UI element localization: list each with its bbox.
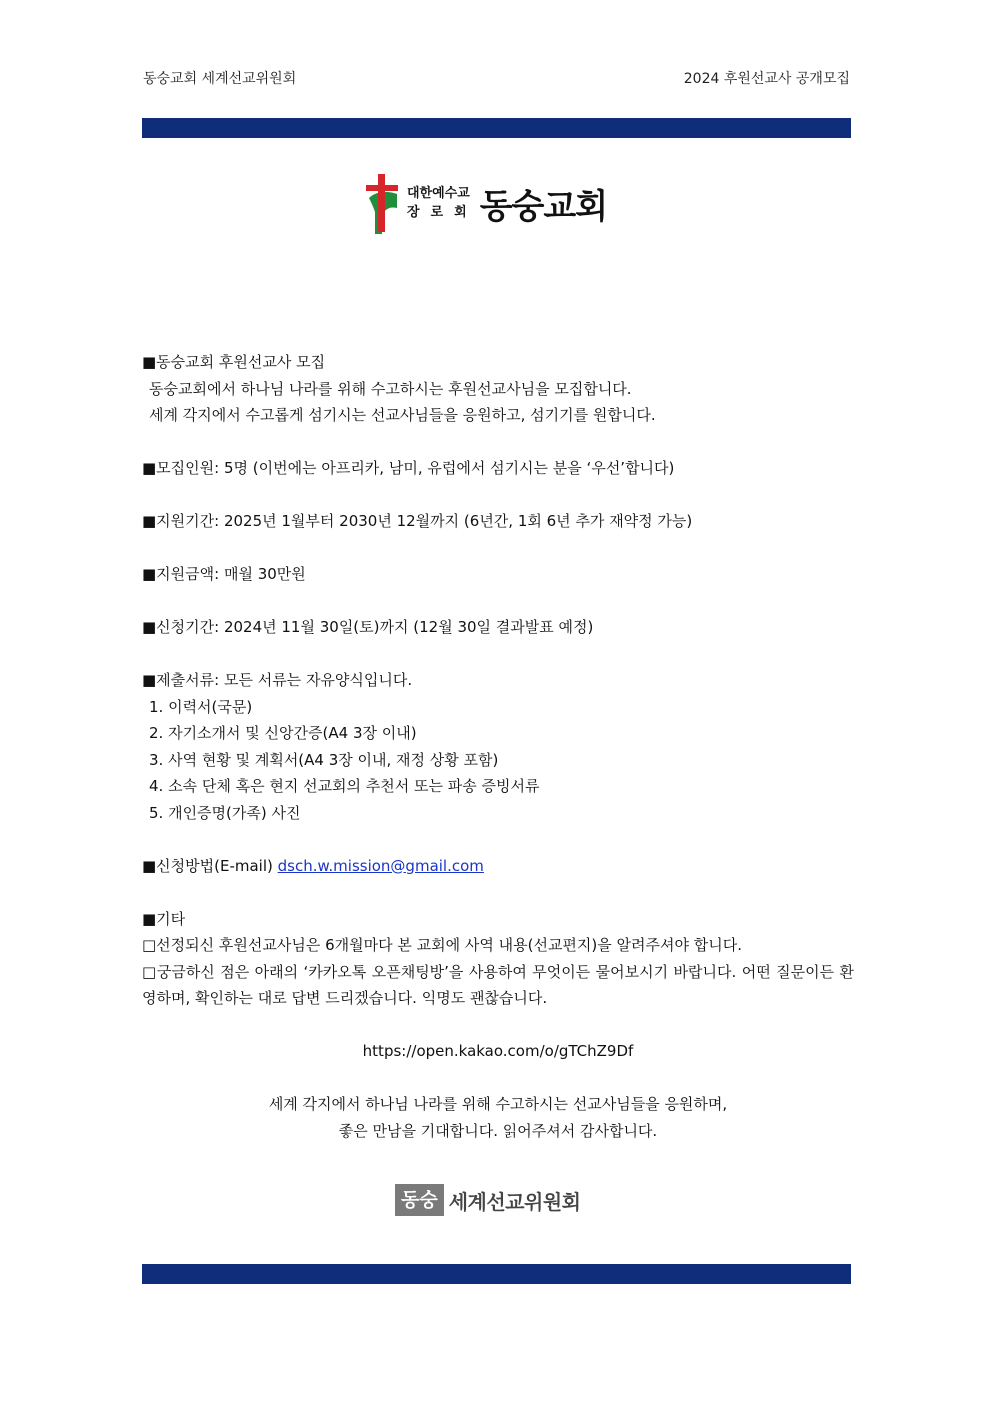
- denomination-line-1: 대한예수교: [407, 186, 470, 201]
- document-item: 4. 소속 단체 혹은 현지 선교회의 추천서 또는 파송 증빙서류: [149, 777, 540, 795]
- kakao-url[interactable]: https://open.kakao.com/o/gTChZ9Df: [362, 1042, 634, 1060]
- support-amount: ■지원금액: 매월 30만원: [142, 565, 306, 583]
- committee-logo-text: 세계선교위원회: [448, 1189, 581, 1214]
- header-right: 2024 후원선교사 공개모집: [683, 71, 850, 87]
- document-item: 5. 개인증명(가족) 사진: [149, 803, 301, 822]
- denomination-line-2: 장로회: [407, 205, 478, 220]
- document-item: 2. 자기소개서 및 신앙간증(A4 3장 이내): [149, 724, 417, 742]
- top-divider-bar: [142, 118, 851, 138]
- document-item: 1. 이력서(국문): [149, 697, 253, 716]
- bottom-divider-bar: [142, 1264, 851, 1284]
- intro-line-2: 세계 각지에서 수고롭게 섬기시는 선교사님들을 응원하고, 섬기기를 원합니다.: [149, 406, 656, 424]
- support-period: ■지원기간: 2025년 1월부터 2030년 12월까지 (6년간, 1회 6년 추가 재약정 가능): [142, 512, 693, 530]
- announcement-body: [142, 349, 854, 1144]
- denomination-name: [407, 184, 478, 222]
- intro-title: ■동숭교회 후원선교사 모집: [142, 353, 326, 371]
- apply-period: ■신청기간: 2024년 11월 30일(토)까지 (12월 30일 결과발표 예정): [142, 618, 594, 636]
- header-left: 동숭교회 세계선교위원회: [143, 71, 297, 87]
- committee-logo: [395, 1184, 580, 1216]
- etc-line-1: □선정되신 후원선교사님은 6개월마다 본 교회에 사역 내용(선교편지)을 알려주셔야 합니다.: [142, 936, 742, 954]
- church-logo: [363, 172, 607, 234]
- email-link[interactable]: dsch.w.mission@gmail.com: [277, 856, 484, 875]
- closing-line-1: 세계 각지에서 하나님 나라를 위해 수고하시는 선교사님들을 응원하며,: [268, 1095, 728, 1113]
- apply-method: [142, 853, 854, 880]
- document-item: 3. 사역 현황 및 계획서(A4 3장 이내, 재정 상황 포함): [149, 750, 499, 769]
- closing-line-2: 좋은 만남을 기대합니다. 읽어주셔서 감사합니다.: [338, 1121, 658, 1140]
- church-cross-icon: [363, 172, 401, 234]
- etc-line-2: □궁금하신 점은 아래의 ‘카카오톡 오픈채팅방’을 사용하여 무엇이든 물어보시기 바랍니다. 어떤 질문이든 환영하며, 확인하는 대로 답변 드리겠습니다. 익명도 괜찮습니다.: [142, 962, 854, 1007]
- recruit-count: ■모집인원: 5명 (이번에는 아프리카, 남미, 유럽에서 섬기시는 분을 ‘우선’합니다): [142, 459, 675, 477]
- etc-title: ■기타: [142, 909, 186, 928]
- intro-line-1: 동숭교회에서 하나님 나라를 위해 수고하시는 후원선교사님을 모집합니다.: [149, 379, 632, 398]
- committee-logo-box: 동숭: [395, 1184, 444, 1216]
- apply-method-label: ■신청방법(E-mail): [142, 856, 273, 875]
- documents-title: ■제출서류: 모든 서류는 자유양식입니다.: [142, 671, 413, 689]
- church-name: 동숭교회: [479, 186, 608, 227]
